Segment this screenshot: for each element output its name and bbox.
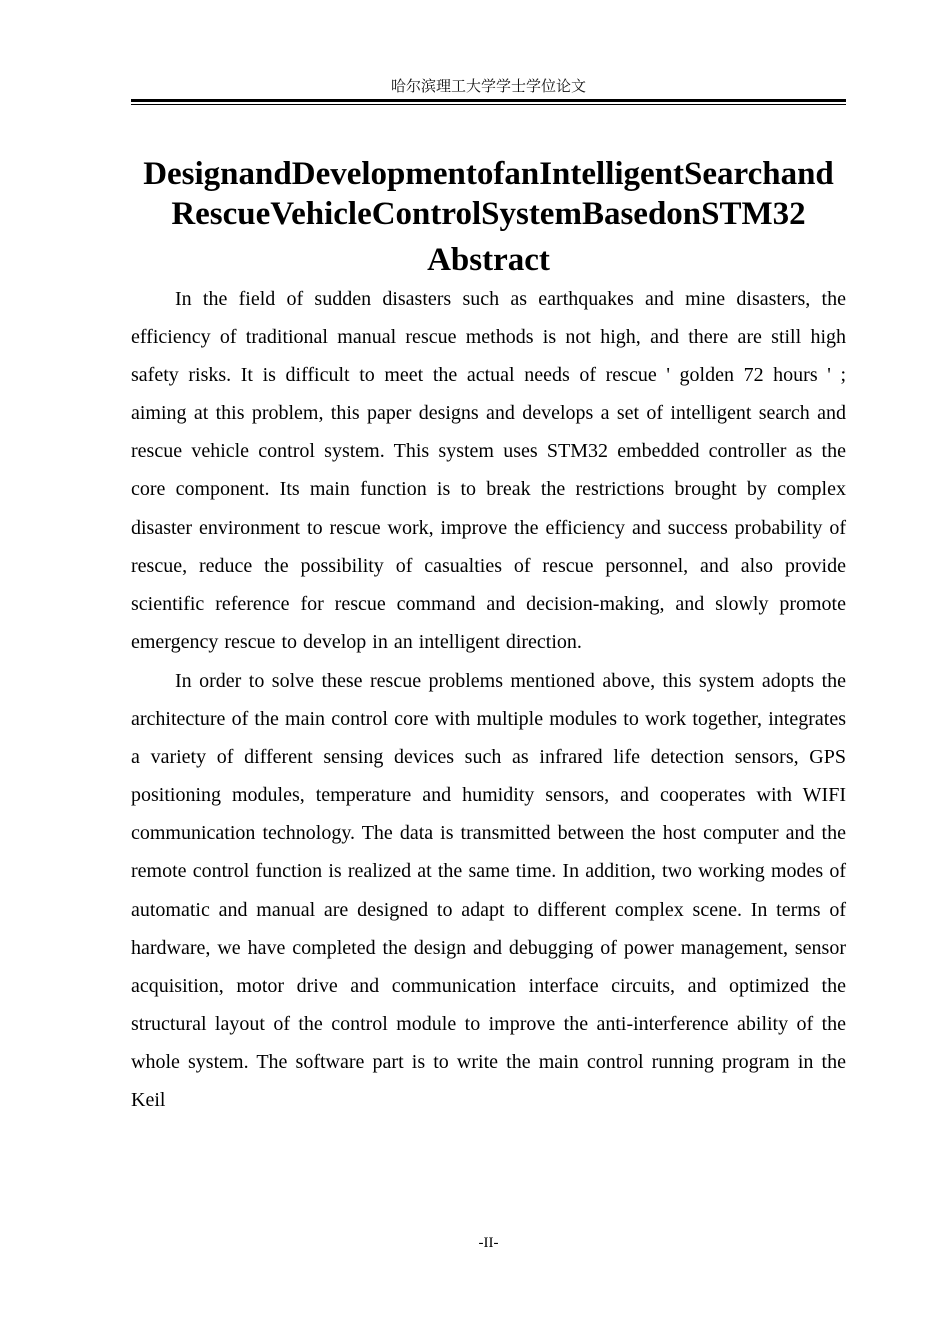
abstract-paragraph: In the field of sudden disasters such as earthquakes and mine disasters, the efficiency of traditional manual rescue methods is not high, and there are still high safety risks. It is difficult to meet the actual needs of rescue ' golden 72 hours ' ; aiming at this problem, this paper designs and develops a set of intelligent search and rescue vehicle control system. This system uses STM32 embedded controller as the core component. Its main function is to break the restrictions brought by complex disaster environment to rescue work, improve the efficiency and success probability of rescue, reduce the possibility of casualties of rescue personnel, and also provide scientific reference for rescue command and decision-making, and slowly promote emergency rescue to develop in an intelligent direction.: [131, 288, 846, 653]
thesis-title-line-2: RescueVehicleControlSystemBasedonSTM32: [171, 196, 806, 232]
page-number: -II-: [478, 1235, 499, 1251]
abstract-paragraph: In order to solve these rescue problems mentioned above, this system adopts the architecture of the main control core with multiple modules to work together, integrates a variety of different sensing devices such as infrared life detection sensors, GPS positioning modules, temperature and humidity sensors, and cooperates with WIFI communication technology. The data is transmitted between the host computer and the remote control function is realized at the same time. In addition, two working modes of automatic and manual are designed to adapt to different complex scene. In terms of hardware, we have completed the design and debugging of power management, sensor acquisition, motor drive and communication interface circuits, and optimized the structural layout of the control module to improve the anti-interference ability of the whole system. The software part is to write the main control running program in the Keil: [131, 669, 846, 1111]
page-header: 哈尔滨理工大学学士学位论文: [390, 77, 586, 95]
thesis-title: [110, 154, 867, 234]
header-rule-thin: [131, 104, 846, 105]
abstract-heading: Abstract: [427, 242, 550, 278]
abstract-body: [131, 280, 846, 1119]
header-rule-thick: [131, 99, 846, 102]
thesis-title-line-1: DesignandDevelopmentofanIntelligentSearchand: [143, 156, 834, 192]
